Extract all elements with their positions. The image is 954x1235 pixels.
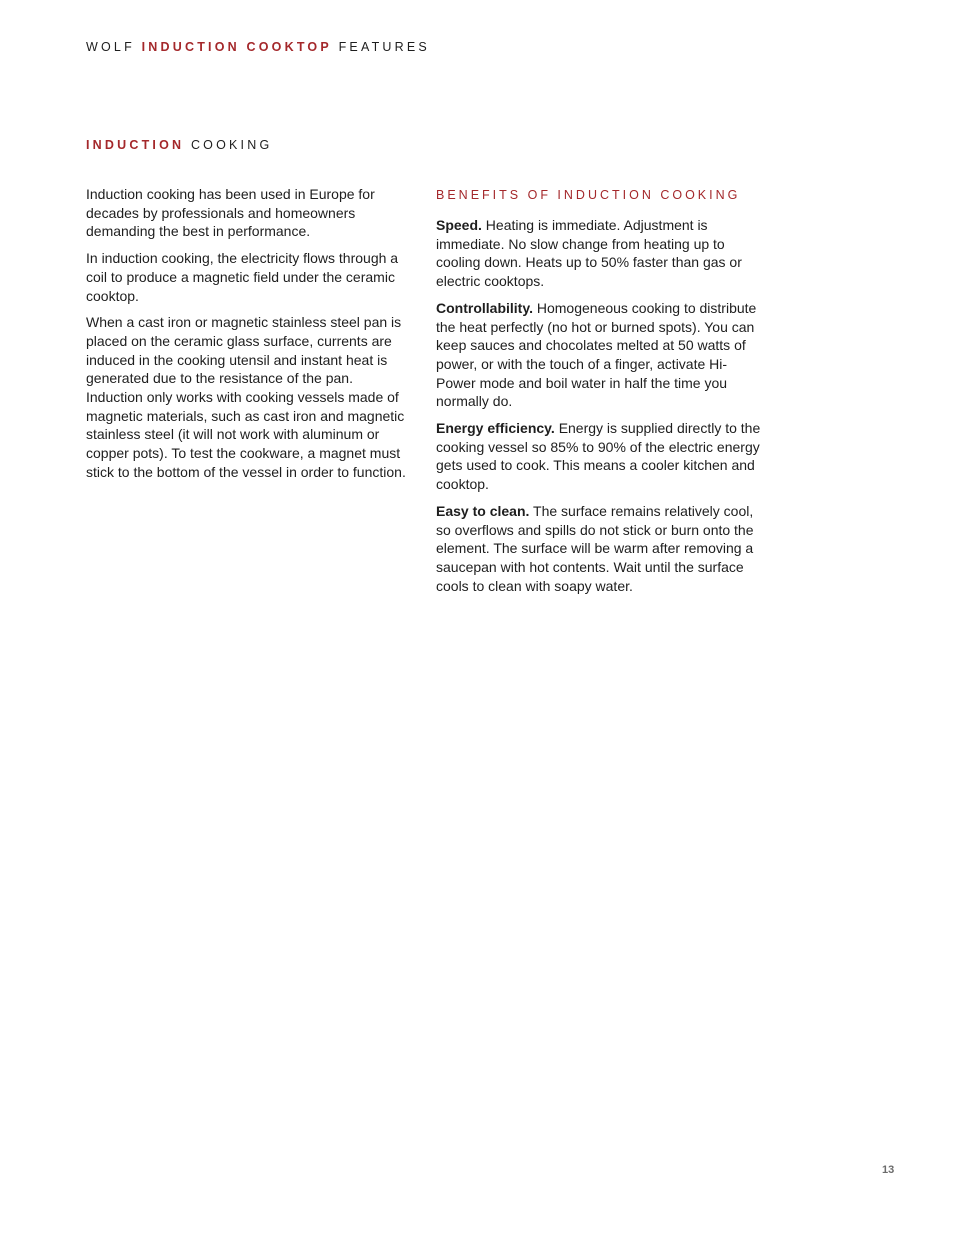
- benefit-controllability-title: Controllability.: [436, 299, 533, 316]
- section-heading-bold: INDUCTION: [86, 138, 185, 152]
- benefit-easy-to-clean-text: The surface remains relatively cool, so overflows and spills do not stick or burn onto the element. The surface will be warm after removing a saucepan with hot contents. Wait until the surface cools to clean with soapy water.: [436, 502, 754, 594]
- benefit-speed: [436, 216, 761, 291]
- benefits-heading: BENEFITS OF INDUCTION COOKING: [436, 188, 741, 202]
- benefit-easy-to-clean-title: Easy to clean.: [436, 502, 530, 519]
- page-number: 13: [882, 1164, 895, 1176]
- electricity-paragraph: In induction cooking, the electricity flows through a coil to produce a magnetic field under the ceramic cooktop.: [86, 250, 399, 304]
- left-column: [86, 185, 408, 490]
- benefit-controllability-text: Homogeneous cooking to distribute the heat perfectly (no hot or burned spots). You can keep sauces and chocolates melted at 50 watts of power, or with the touch of a finger, activate Hi-Power mode and boil water in half the time you normally do.: [436, 299, 757, 410]
- header-suffix: FEATURES: [338, 40, 430, 54]
- benefit-energy-efficiency-text: Energy is supplied directly to the cooking vessel so 85% to 90% of the electric energy gets used to cook. This means a cooler kitchen and cooktop.: [436, 420, 761, 493]
- page-header: [86, 40, 430, 54]
- benefit-energy-efficiency-title: Energy efficiency.: [436, 420, 555, 437]
- benefit-energy-efficiency: [436, 419, 761, 494]
- header-product: INDUCTION COOKTOP: [141, 40, 332, 54]
- cookware-paragraph: When a cast iron or magnetic stainless steel pan is placed on the ceramic glass surface, currents are induced in the cooking utensil and instant heat is generated due to the resistance of the pan. Induction only works with cooking vessels made of magnetic materials, such as cast iron and magnetic stainless steel (it will not work with aluminum or copper pots). To test the cookware, a magnet must stick to the bottom of the vessel in order to function.: [86, 314, 406, 480]
- right-column: [436, 187, 761, 603]
- benefit-controllability: [436, 299, 761, 411]
- section-heading: [86, 138, 272, 152]
- benefit-easy-to-clean: [436, 502, 761, 596]
- section-heading-rest: COOKING: [190, 138, 273, 152]
- header-brand: WOLF: [86, 40, 135, 54]
- intro-paragraph: Induction cooking has been used in Europe for decades by professionals and homeowners demanding the best in performance.: [86, 186, 375, 240]
- benefit-speed-title: Speed.: [436, 217, 482, 233]
- benefit-speed-text: Heating is immediate. Adjustment is immediate. No slow change from heating up to cooling down. Heats up to 50% faster than gas or electric cooktops.: [436, 217, 742, 290]
